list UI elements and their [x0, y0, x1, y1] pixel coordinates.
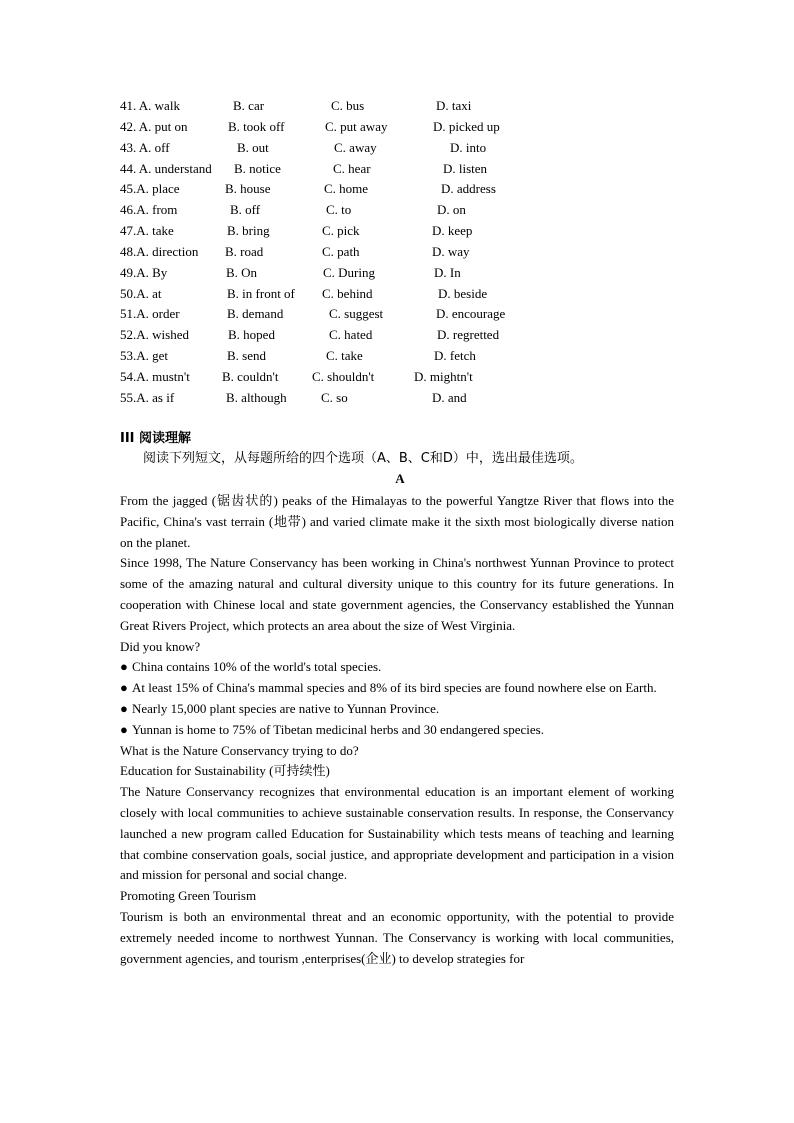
option-a: 41. A. walk: [120, 98, 180, 113]
option-a: 51.A. order: [120, 306, 180, 322]
option-b: B. On: [226, 264, 258, 280]
mc-row-44: [120, 159, 680, 180]
passage-body: [120, 491, 674, 969]
option-b: B. car: [233, 98, 265, 113]
passage-title: A: [395, 471, 405, 486]
mc-row-48: [120, 242, 680, 263]
option-d: D. beside: [438, 285, 488, 301]
option-c: C. hated: [329, 327, 373, 343]
bullet-icon: ●: [120, 659, 128, 675]
mc-row-51: [120, 304, 680, 325]
option-d: D. way: [432, 243, 470, 259]
mc-row-55: [120, 388, 680, 409]
bullet-icon: ●: [120, 700, 128, 716]
option-c: C. home: [324, 181, 369, 197]
option-b: B. although: [226, 389, 287, 405]
option-c: C. shouldn't: [312, 368, 375, 384]
option-d: D. In: [434, 264, 461, 280]
option-c: C. to: [326, 202, 352, 218]
option-d: D. encourage: [436, 306, 506, 322]
reading-section: [120, 429, 680, 489]
option-d: D. listen: [443, 160, 488, 176]
option-b: B. send: [227, 348, 266, 364]
mc-row-53: [120, 346, 680, 367]
fact-text: Nearly 15,000 plant species are native to Yunnan Province.: [132, 700, 440, 716]
mc-row-45: [120, 179, 680, 200]
paragraph-tourism: Tourism is both an environmental threat and an economic opportunity, with the potential to provide extremely needed income to northwest Yunnan. The Conservancy is working with local communities, government agencies, and tourism ,enterprises(企业) to develop strategies for: [120, 908, 674, 966]
section-heading: III 阅读理解: [120, 431, 192, 446]
option-c: C. During: [323, 264, 375, 280]
option-b: B. demand: [227, 306, 284, 322]
section-instruction: 阅读下列短文，从每题所给的四个选项（A、B、C和D）中，选出最佳选项。: [143, 451, 583, 466]
mc-row-46: [120, 200, 680, 221]
fact-text: China contains 10% of the world's total species.: [132, 659, 382, 675]
mc-row-52: [120, 325, 680, 346]
bullet-icon: ●: [120, 680, 128, 696]
option-c: C. bus: [331, 98, 365, 113]
fact-bullet: [120, 699, 674, 720]
fact-text: Yunnan is home to 75% of Tibetan medicinal herbs and 30 endangered species.: [132, 721, 544, 737]
option-a: 46.A. from: [120, 202, 178, 218]
option-a: 43. A. off: [120, 139, 170, 155]
option-a: 48.A. direction: [120, 243, 199, 259]
mc-row-50: [120, 284, 680, 305]
option-c: C. so: [321, 389, 348, 405]
option-b: B. out: [237, 139, 269, 155]
mc-row-41: [120, 96, 680, 117]
option-a: 47.A. take: [120, 223, 174, 239]
option-d: D. into: [450, 139, 487, 155]
mc-row-42: [120, 117, 680, 138]
option-d: D. regretted: [437, 327, 500, 343]
option-b: B. house: [225, 181, 271, 197]
mc-row-49: [120, 263, 680, 284]
option-b: B. hoped: [228, 327, 275, 343]
option-c: C. suggest: [329, 306, 384, 322]
option-b: B. road: [225, 243, 264, 259]
mc-row-43: [120, 138, 680, 159]
option-d: D. fetch: [434, 348, 476, 364]
option-c: C. pick: [322, 223, 360, 239]
option-c: C. away: [334, 139, 377, 155]
mc-row-54: [120, 367, 680, 388]
option-b: B. off: [230, 202, 261, 218]
multiple-choice-list: [120, 96, 680, 409]
option-a: 52.A. wished: [120, 327, 189, 343]
option-d: D. keep: [432, 223, 473, 239]
option-c: C. hear: [333, 160, 371, 176]
option-b: B. couldn't: [222, 368, 279, 384]
option-d: D. on: [437, 202, 466, 218]
mc-row-47: [120, 221, 680, 242]
option-d: D. address: [441, 181, 496, 197]
paragraph-intro: From the jagged (锯齿状的) peaks of the Himalayas to the powerful Yangtze River that flows into the Pacific, China's vast terrain (地带) and varied climate make it the sixth most biologically diverse nation on the planet.: [120, 493, 674, 550]
bullet-icon: ●: [120, 721, 128, 737]
fact-bullet: [120, 720, 674, 741]
option-c: C. path: [322, 243, 360, 259]
option-d: D. taxi: [436, 98, 472, 113]
fact-bullet: [120, 657, 674, 678]
option-b: B. in front of: [227, 285, 295, 301]
option-b: B. notice: [234, 160, 281, 176]
option-c: C. take: [326, 348, 363, 364]
subheading-education: Education for Sustainability (可持续性): [120, 763, 330, 779]
option-a: 54.A. mustn't: [120, 368, 190, 384]
option-a: 53.A. get: [120, 348, 169, 364]
question-heading: What is the Nature Conservancy trying to do?: [120, 742, 359, 758]
fact-text: At least 15% of China's mammal species and 8% of its bird species are found nowhere else on Earth.: [132, 680, 657, 696]
option-b: B. bring: [227, 223, 270, 239]
option-b: B. took off: [228, 118, 285, 134]
option-a: 45.A. place: [120, 181, 180, 197]
paragraph-education: The Nature Conservancy recognizes that environmental education is an important element of working closely with local communities to achieve sustainable conservation results. In response, the Conservancy launched a new program called Education for Sustainability which tests means of teaching and learning that combine conservation goals, social justice, and appropriate development and participation in a vision and mission for personal and social change.: [120, 784, 674, 883]
option-d: D. and: [432, 389, 467, 405]
option-a: 44. A. understand: [120, 160, 212, 176]
option-c: C. behind: [322, 285, 373, 301]
did-you-know-heading: Did you know?: [120, 638, 201, 654]
option-a: 55.A. as if: [120, 389, 175, 405]
option-a: 50.A. at: [120, 285, 162, 301]
option-d: D. picked up: [433, 118, 500, 134]
option-d: D. mightn't: [414, 368, 473, 384]
option-a: 49.A. By: [120, 264, 168, 280]
fact-bullet: [120, 678, 674, 699]
subheading-tourism: Promoting Green Tourism: [120, 888, 257, 904]
paragraph-since-1998: Since 1998, The Nature Conservancy has been working in China's northwest Yunnan Province to protect some of the amazing natural and cultural diversity unique to this country for its future generations. In cooperation with Chinese local and state government agencies, the Conservancy established the Yunnan Great Rivers Project, which protects an area about the size of West Virginia.: [120, 555, 674, 633]
option-c: C. put away: [325, 118, 388, 134]
option-a: 42. A. put on: [120, 118, 188, 134]
